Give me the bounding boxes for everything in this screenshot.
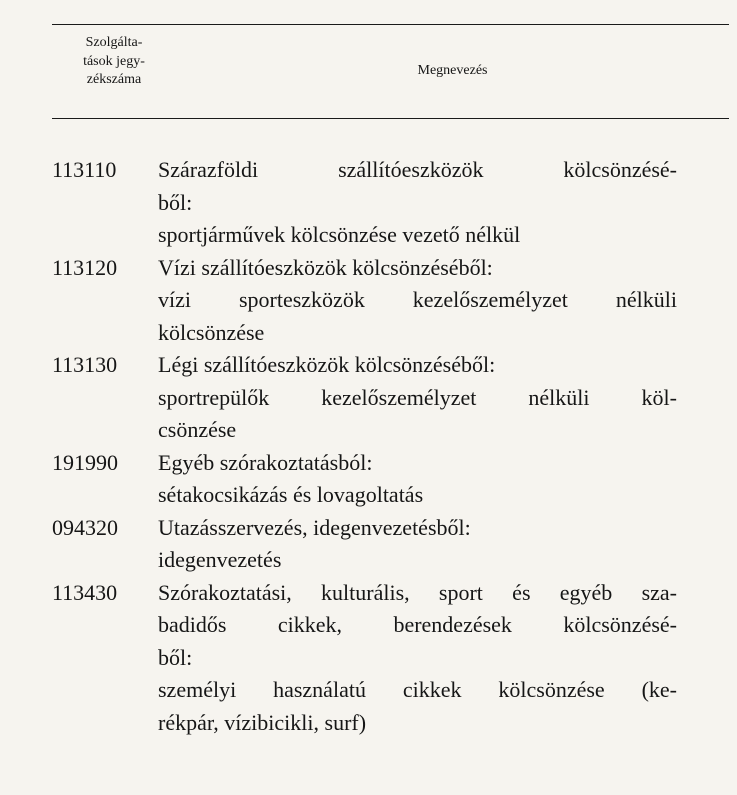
- service-description-line: Utazásszervezés, idegenvezetésből:: [158, 514, 471, 540]
- service-code: 094320: [52, 514, 118, 540]
- service-row: [0, 447, 737, 512]
- service-description: [158, 154, 677, 252]
- service-description-line: csönzése: [158, 417, 237, 442]
- service-row: [0, 512, 737, 577]
- service-row: [0, 252, 737, 350]
- service-description: [158, 252, 677, 350]
- service-description-line: kölcsönzése: [158, 319, 265, 345]
- service-description-line: idegenvezetés: [158, 547, 282, 572]
- service-description-line: badidős cikkek, berendezések kölcsönzésé-: [158, 612, 677, 637]
- column-header-code-line: zékszáma: [86, 72, 142, 87]
- column-header-name: Megnevezés: [417, 63, 488, 78]
- service-description-line: rékpár, vízibicikli, surf): [158, 709, 367, 735]
- service-description: [158, 577, 677, 740]
- service-row: [0, 154, 737, 252]
- service-description: [158, 349, 677, 447]
- service-description-line: sportrepülők kezelőszemélyzet nélküli köl-: [158, 384, 677, 410]
- service-code: 113130: [52, 352, 118, 377]
- service-code: 191990: [52, 449, 118, 475]
- service-description-line: személyi használatú cikkek kölcsönzése (ke-: [158, 677, 677, 702]
- table-header-rule: [52, 118, 729, 119]
- service-description-line: ből:: [158, 189, 193, 215]
- service-list: [0, 154, 737, 739]
- service-description-line: Légi szállítóeszközök kölcsönzéséből:: [158, 352, 496, 377]
- service-row: [0, 577, 737, 740]
- service-description: [158, 512, 677, 577]
- service-description-line: ből:: [158, 644, 193, 670]
- service-description-line: Szórakoztatási, kulturális, sport és egyéb sza-: [158, 579, 677, 605]
- service-row: [0, 349, 737, 447]
- service-description-line: Szárazföldi szállítóeszközök kölcsönzésé-: [158, 157, 677, 182]
- column-header-code-line: tások jegy-: [83, 53, 145, 69]
- service-description-line: vízi sporteszközök kezelőszemélyzet nélküli: [158, 287, 677, 312]
- service-code: 113430: [52, 579, 118, 605]
- service-description-line: sportjárművek kölcsönzése vezető nélkül: [158, 222, 521, 247]
- service-code: 113120: [52, 254, 118, 280]
- table-top-rule: [52, 24, 729, 25]
- column-header-code: [52, 34, 176, 90]
- service-description-line: sétakocsikázás és lovagoltatás: [158, 482, 424, 507]
- service-code: 113110: [52, 157, 117, 182]
- service-description: [158, 447, 677, 512]
- column-header-code-line: Szolgálta-: [85, 35, 143, 50]
- service-description-line: Egyéb szórakoztatásból:: [158, 449, 373, 475]
- service-description-line: Vízi szállítóeszközök kölcsönzéséből:: [158, 254, 493, 280]
